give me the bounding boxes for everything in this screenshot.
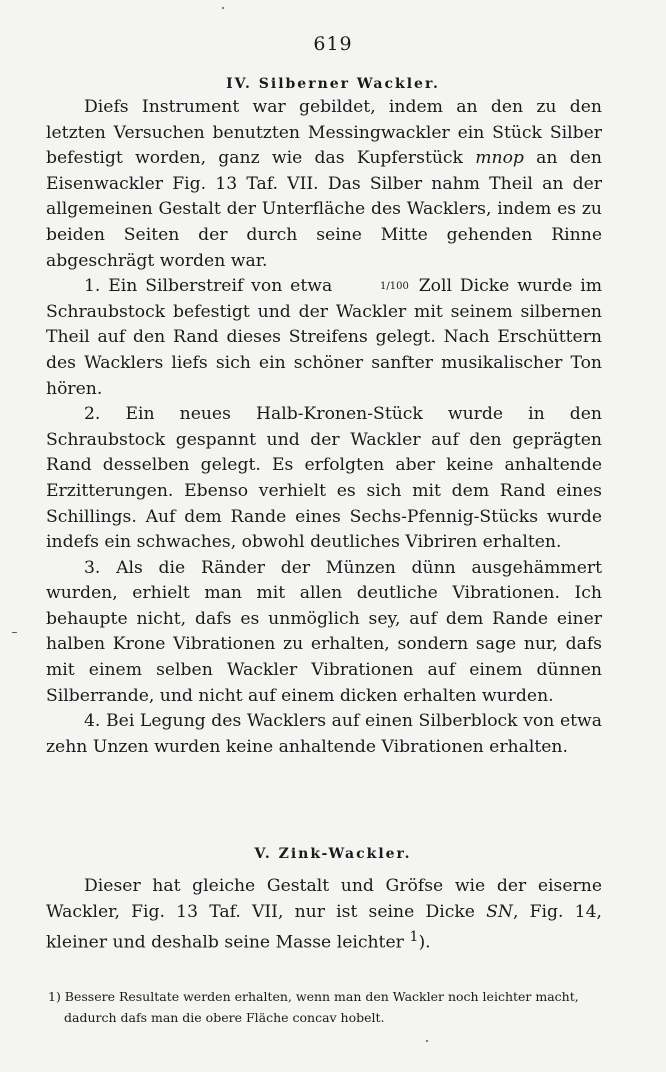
- footnotes: [48, 986, 593, 1028]
- paragraph: [46, 274, 602, 402]
- paragraph-text: 1. Ein Silberstreif von etwa: [84, 276, 341, 297]
- paragraph: [46, 874, 602, 957]
- fraction: 1/100: [380, 280, 409, 292]
- section-heading-v: V. Zink-Wackler.: [254, 846, 412, 862]
- print-speck: [426, 1040, 428, 1042]
- section-v-body: [46, 874, 602, 957]
- paragraph-text: Zoll Dicke wurde im Schraubstock befestigt und der Wackler mit seinem silbernen Theil auf den Rand dieses Streifens gelegt. Nach Erschüttern des Wacklers liefs sich ein schöner sanfter musikalischer Ton hören.: [46, 276, 603, 399]
- footnote-marker: 1: [409, 929, 419, 946]
- paragraph-text: Dieser hat gleiche Gestalt und Gröfse wie der eiserne Wackler, Fig. 13 Taf. VII, nur ist seine Dicke: [46, 876, 602, 922]
- footnote: 1) Bessere Resultate werden erhalten, wenn man den Wackler noch leichter macht, dadurch dafs man die obere Fläche concav hobelt.: [48, 989, 579, 1025]
- page-number: 619: [313, 33, 353, 55]
- paragraph-text: ).: [418, 932, 431, 953]
- emphasis-text: mnop: [475, 148, 524, 169]
- paragraph: 3. Als die Ränder der Münzen dünn ausgehämmert wurden, erhielt man mit allen deutliche Vibrationen. Ich behaupte nicht, dafs es unmöglich sey, auf dem Rande einer halben Krone Vibrationen zu erhalten, sondern sage nur, dafs mit einem selben Wackler Vibrationen auf einem dünnen Silberrande, und nicht auf einem dicken erhalten wurden.: [46, 557, 602, 706]
- paragraph: [46, 95, 602, 274]
- section-iv-body: [46, 95, 602, 760]
- paragraph: 4. Bei Legung des Wacklers auf einen Silberblock von etwa zehn Unzen wurden keine anhaltende Vibrationen erhalten.: [46, 711, 602, 757]
- emphasis-text: SN: [486, 901, 513, 922]
- paragraph: 2. Ein neues Halb-Kronen-Stück wurde in den Schraubstock gespannt und der Wackler auf den geprägten Rand desselben gelegt. Es erfolgten aber keine anhaltende Erzitterungen. Ebenso verhielt es sich mit dem Rand eines Schillings. Auf dem Rande eines Sechs-Pfennig-Stücks wurde indefs ein schwaches, obwohl deutliches Vibriren erhalten.: [46, 404, 602, 553]
- section-heading-iv: IV. Silberner Wackler.: [226, 76, 440, 92]
- print-speck: [222, 7, 224, 9]
- paragraph-text: , Fig. 14, kleiner und deshalb seine Masse leichter: [46, 901, 602, 953]
- paragraph-text: Diefs Instrument war gebildet, indem an den zu den letzten Versuchen benutzten Messingwackler ein Stück Silber befestigt worden, ganz wie das Kupferstück: [46, 97, 602, 169]
- paragraph-text: an den Eisenwackler Fig. 13 Taf. VII. Das Silber nahm Theil an der allgemeinen Gestalt der Unterfläche des Wacklers, indem es zu beiden Seiten der durch seine Mitte gehenden Rinne abgeschrägt worden war.: [46, 148, 602, 271]
- print-speck: [12, 632, 17, 633]
